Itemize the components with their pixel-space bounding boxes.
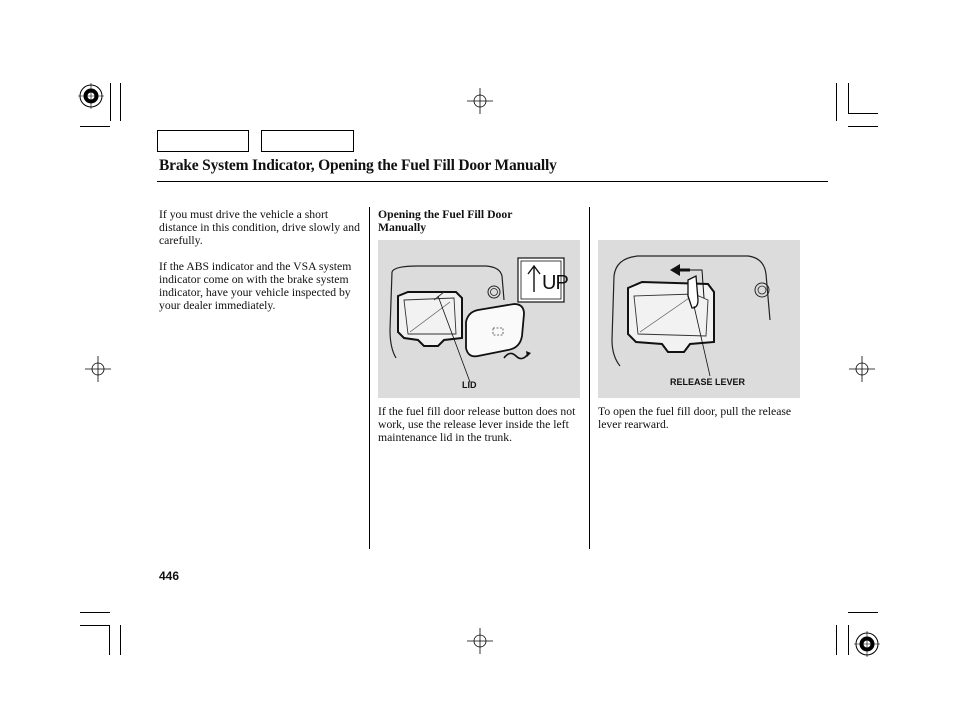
nav-tab-table-of-contents[interactable] [261,130,354,152]
crosshair-icon [467,88,493,114]
column-divider [589,207,590,549]
figure-label-release-lever: RELEASE LEVER [670,377,746,387]
crosshair-icon [85,356,111,382]
up-mark-text: UP [542,272,568,294]
title-rule [157,181,828,182]
figure-release-lever [598,240,800,398]
crosshair-icon [467,628,493,654]
page-title: Brake System Indicator, Opening the Fuel Fill Door Manually [159,157,557,174]
figure-lid [378,240,580,398]
paragraph-drive-carefully: If you must drive the vehicle a short distance in this condition, drive slowly and carefully. [159,208,360,248]
registration-target-icon [78,83,104,109]
lid-illustration [378,240,580,398]
crosshair-icon [849,356,875,382]
page-number: 446 [159,569,180,583]
release-lever-illustration [598,240,800,398]
paragraph-abs-vsa-warning: If the ABS indicator and the VSA system indicator come on with the brake system indicator, have your vehicle inspected by your dealer immediately. [159,260,352,313]
paragraph-release-button: If the fuel fill door release button does not work, use the release lever inside the left maintenance lid in the trunk. [378,405,576,445]
nav-tab-main-menu[interactable] [157,130,249,152]
column-divider [369,207,370,549]
registration-target-icon [854,631,880,657]
section-heading: Opening the Fuel Fill Door Manually [378,208,513,235]
figure-label-lid: LID [462,380,477,390]
paragraph-pull-lever: To open the fuel fill door, pull the release lever rearward. [598,405,792,432]
